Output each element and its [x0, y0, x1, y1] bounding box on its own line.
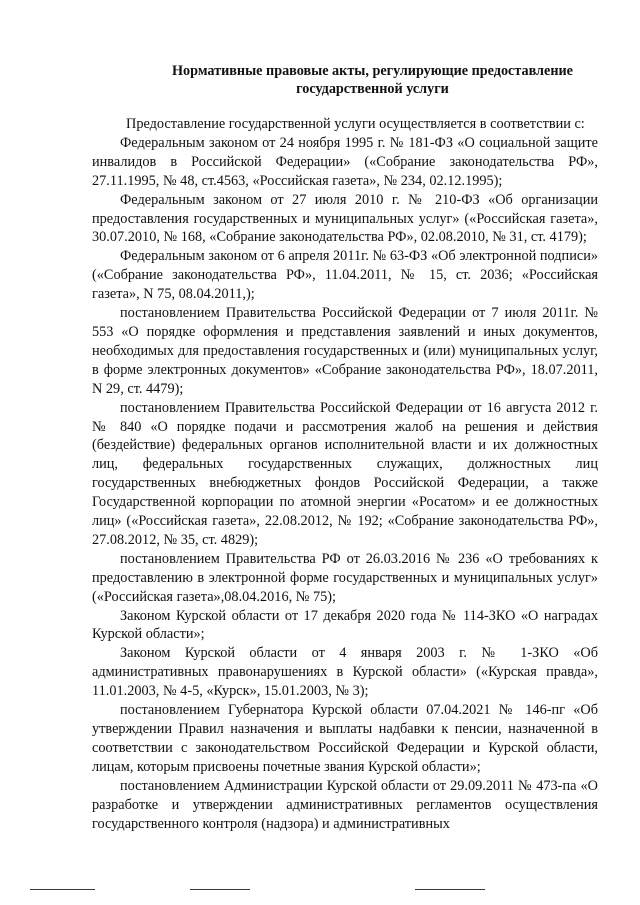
paragraph-intro: Предоставление государственной услуги осуществляется в соответствии с: [126, 116, 585, 132]
paragraph-governor-decree-146pg: постановлением Губернатора Курской области 07.04.2021 № 146-пг «Об утверждении Правил назначения и выплаты надбавки к пенсии, назначенной в соответствии с законодательством Российской Федерации и Курской области, лицам, которым присвоены почетные звания Курской области»; [92, 702, 598, 775]
paragraph-law-210fz: Федеральным законом от 27 июля 2010 г. № 210-ФЗ «Об организации предоставления государственных и муниципальных услуг» («Российская газета», 30.07.2010, № 168, «Собрание законодательства РФ», 02.08.2010, № 31, ст. 4179); [92, 191, 598, 246]
paragraph-decree-840: постановлением Правительства Российской Федерации от 16 августа 2012 г. № 840 «О порядке подачи и рассмотрения жалоб на решения и действия (бездействие) федеральных органов исполнительной власти и их должностных лиц, федеральных государственных служащих, должностных лиц государственных внебюджетных фондов Российской Федерации, а также Государственной корпорации по атомной энергии «Росатом» и ее должностных лиц» («Российская газета», 22.08.2012, № 192; «Собрание законодательства РФ», 27.08.2012, № 35, ст. 4829); [92, 399, 598, 548]
paragraph-law-181fz: Федеральным законом от 24 ноября 1995 г. № 181-ФЗ «О социальной защите инвалидов в Российской Федерации» («Собрание законодательства РФ», 27.11.1995, № 48, ст.4563, «Российская газета», № 234, 02.12.1995); [92, 134, 598, 189]
paragraph-decree-553: постановлением Правительства Российской Федерации от 7 июля 2011г. № 553 «О порядке оформления и представления заявлений и иных документов, необходимых для предоставления государственных и (или) муниципальных услуг, в форме электронных документов» «Собрание законодательства РФ», 18.07.2011, N 29, ст. 4479); [92, 305, 598, 397]
paragraph-kursk-law-1zko: Законом Курской области от 4 января 2003 г. № 1-ЗКО «Об административных правонарушениях в Курской области» («Курская правда», 11.01.2003, № 4-5, «Курск», 15.01.2003, № 3); [92, 645, 598, 700]
title-line-1: Нормативные правовые акты, регулирующие предоставление [172, 63, 573, 79]
scan-artifact-line [190, 889, 250, 890]
title-line-2: государственной услуги [296, 81, 449, 97]
document-title [150, 62, 595, 98]
scan-artifact-line [415, 889, 485, 890]
scan-artifact-line [30, 889, 95, 890]
document-body [92, 115, 598, 833]
paragraph-admin-decree-473pa: постановлением Администрации Курской области от 29.09.2011 № 473-па «О разработке и утверждении административных регламентов осуществления государственного контроля (надзора) и административных [92, 777, 598, 832]
paragraph-kursk-law-114zko: Законом Курской области от 17 декабря 2020 года № 114-ЗКО «О наградах Курской области»; [92, 607, 598, 643]
paragraph-law-63fz: Федеральным законом от 6 апреля 2011г. № 63-ФЗ «Об электронной подписи» («Собрание законодательства РФ», 11.04.2011, № 15, ст. 2036; «Российская газета», N 75, 08.04.2011,); [92, 248, 598, 303]
paragraph-decree-236: постановлением Правительства РФ от 26.03.2016 № 236 «О требованиях к предоставлению в электронной форме государственных и муниципальных услуг» («Российская газета»,08.04.2016, № 75); [92, 550, 598, 605]
